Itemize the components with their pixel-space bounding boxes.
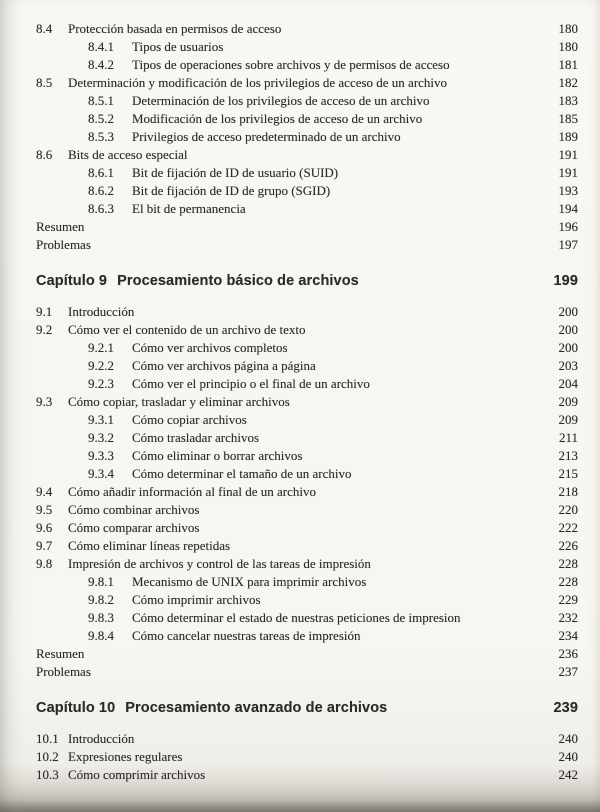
- entry-title: Bits de acceso especial: [68, 147, 188, 162]
- entry-page-number: 191: [558, 147, 578, 162]
- toc-entry-row: [36, 182, 578, 200]
- entry-number: 9.7: [36, 538, 53, 553]
- toc-entry-row: [36, 730, 578, 748]
- entry-number: 8.5.2: [88, 111, 114, 126]
- toc-entry-row: [36, 200, 578, 218]
- chapter-title: Procesamiento avanzado de archivos: [125, 700, 388, 716]
- entry-page-number: 236: [558, 646, 578, 661]
- toc-entry-row: [36, 501, 578, 519]
- entry-title: Introducción: [68, 731, 135, 746]
- entry-page-number: 242: [558, 767, 578, 782]
- entry-title: Tipos de usuarios: [132, 39, 224, 54]
- entry-title: Impresión de archivos y control de las tareas de impresión: [68, 556, 371, 571]
- entry-title: Problemas: [36, 237, 91, 252]
- entry-page-number: 232: [558, 610, 578, 625]
- entry-number: 8.6.1: [88, 165, 114, 180]
- toc-entry-row: [36, 555, 578, 573]
- entry-title: Cómo comparar archivos: [68, 520, 200, 535]
- chapter-heading-row: [36, 272, 578, 290]
- entry-page-number: 211: [558, 430, 578, 445]
- entry-title: Cómo cancelar nuestras tareas de impresión: [132, 628, 361, 643]
- entry-title: Cómo copiar, trasladar y eliminar archivos: [68, 394, 290, 409]
- entry-page-number: 203: [558, 358, 578, 373]
- entry-title: Cómo eliminar o borrar archivos: [132, 448, 303, 463]
- chapter-page-number: 199: [553, 273, 578, 289]
- entry-page-number: 228: [558, 556, 578, 571]
- entry-title: Cómo trasladar archivos: [132, 430, 260, 445]
- entry-number: 9.8.3: [88, 610, 114, 625]
- entry-number: 9.2.2: [88, 358, 114, 373]
- entry-page-number: 226: [558, 538, 578, 553]
- entry-number: 9.1: [36, 304, 53, 319]
- toc-entry-row: [36, 56, 578, 74]
- entry-page-number: 194: [558, 201, 578, 216]
- chapter-page-number: 239: [553, 700, 578, 716]
- entry-title: Bit de fijación de ID de grupo (SGID): [132, 183, 331, 198]
- toc-entry-row: [36, 74, 578, 92]
- entry-number: 8.4.2: [88, 57, 114, 72]
- toc-entry-row: [36, 218, 578, 236]
- toc-entry-row: [36, 609, 578, 627]
- entry-page-number: 240: [558, 749, 578, 764]
- entry-title: Cómo copiar archivos: [132, 412, 247, 427]
- entry-title: Expresiones regulares: [68, 749, 183, 764]
- entry-page-number: 240: [558, 731, 578, 746]
- entry-page-number: 180: [558, 39, 578, 54]
- entry-page-number: 193: [558, 183, 578, 198]
- entry-page-number: 222: [558, 520, 578, 535]
- entry-page-number: 200: [558, 304, 578, 319]
- entry-number: 9.8: [36, 556, 53, 571]
- toc-entry-row: [36, 164, 578, 182]
- entry-number: 10.3: [36, 767, 59, 782]
- table-of-contents: [36, 20, 578, 784]
- entry-title: Resumen: [36, 219, 85, 234]
- entry-number: 8.4: [36, 21, 53, 36]
- entry-number: 9.3: [36, 394, 53, 409]
- toc-entry-row: [36, 627, 578, 645]
- toc-entry-row: [36, 447, 578, 465]
- entry-page-number: 183: [558, 93, 578, 108]
- entry-number: 9.8.1: [88, 574, 114, 589]
- toc-entry-row: [36, 146, 578, 164]
- entry-number: 8.5: [36, 75, 53, 90]
- entry-page-number: 215: [558, 466, 578, 481]
- toc-entry-row: [36, 573, 578, 591]
- entry-title: Protección basada en permisos de acceso: [68, 21, 282, 36]
- entry-number: 10.1: [36, 731, 59, 746]
- entry-number: 9.8.4: [88, 628, 114, 643]
- entry-title: Problemas: [36, 664, 91, 679]
- entry-title: Resumen: [36, 646, 85, 661]
- entry-number: 9.2.3: [88, 376, 114, 391]
- entry-page-number: 234: [558, 628, 578, 643]
- entry-number: 9.5: [36, 502, 53, 517]
- entry-title: Introducción: [68, 304, 135, 319]
- toc-entry-row: [36, 303, 578, 321]
- entry-number: 9.6: [36, 520, 53, 535]
- entry-title: Tipos de operaciones sobre archivos y de permisos de acceso: [132, 57, 450, 72]
- entry-number: 9.3.4: [88, 466, 114, 481]
- toc-entry-row: [36, 429, 578, 447]
- entry-number: 9.2.1: [88, 340, 114, 355]
- chapter-label: Capítulo 10: [36, 700, 116, 716]
- entry-page-number: 197: [558, 237, 578, 252]
- entry-page-number: 209: [558, 412, 578, 427]
- entry-number: 9.3.2: [88, 430, 114, 445]
- entry-number: 8.6.3: [88, 201, 114, 216]
- entry-number: 10.2: [36, 749, 59, 764]
- entry-page-number: 228: [558, 574, 578, 589]
- entry-page-number: 209: [558, 394, 578, 409]
- entry-title: Bit de fijación de ID de usuario (SUID): [132, 165, 339, 180]
- toc-entry-row: [36, 393, 578, 411]
- entry-page-number: 182: [558, 75, 578, 90]
- entry-page-number: 229: [558, 592, 578, 607]
- toc-entry-row: [36, 20, 578, 38]
- entry-title: Cómo determinar el tamaño de un archivo: [132, 466, 352, 481]
- entry-number: 9.4: [36, 484, 53, 499]
- toc-entry-row: [36, 483, 578, 501]
- entry-title: Cómo comprimir archivos: [68, 767, 206, 782]
- entry-page-number: 213: [558, 448, 578, 463]
- toc-entry-row: [36, 375, 578, 393]
- toc-entry-row: [36, 411, 578, 429]
- toc-entry-row: [36, 92, 578, 110]
- entry-title: Cómo ver archivos página a página: [132, 358, 316, 373]
- toc-entry-row: [36, 128, 578, 146]
- entry-number: 9.2: [36, 322, 53, 337]
- entry-title: Cómo ver archivos completos: [132, 340, 288, 355]
- toc-entry-row: [36, 537, 578, 555]
- entry-number: 8.6.2: [88, 183, 114, 198]
- toc-entry-row: [36, 645, 578, 663]
- entry-title: Cómo imprimir archivos: [132, 592, 261, 607]
- entry-page-number: 189: [558, 129, 578, 144]
- entry-page-number: 185: [558, 111, 578, 126]
- entry-page-number: 191: [558, 165, 578, 180]
- toc-entry-row: [36, 357, 578, 375]
- entry-title: Determinación de los privilegios de acceso de un archivo: [132, 93, 430, 108]
- toc-entry-row: [36, 38, 578, 56]
- entry-page-number: 204: [558, 376, 578, 391]
- toc-entry-row: [36, 663, 578, 681]
- entry-number: 8.6: [36, 147, 53, 162]
- entry-title: Determinación y modificación de los privilegios de acceso de un archivo: [68, 75, 448, 90]
- entry-number: 9.8.2: [88, 592, 114, 607]
- toc-entry-row: [36, 321, 578, 339]
- toc-entry-row: [36, 236, 578, 254]
- chapter-label: Capítulo 9: [36, 273, 108, 289]
- entry-page-number: 200: [558, 340, 578, 355]
- entry-page-number: 181: [558, 57, 578, 72]
- entry-title: Cómo eliminar líneas repetidas: [68, 538, 231, 553]
- entry-title: Cómo ver el contenido de un archivo de texto: [68, 322, 306, 337]
- entry-title: Privilegios de acceso predeterminado de un archivo: [132, 129, 401, 144]
- toc-entry-row: [36, 519, 578, 537]
- entry-page-number: 180: [558, 21, 578, 36]
- toc-entry-row: [36, 110, 578, 128]
- toc-entry-row: [36, 465, 578, 483]
- entry-title: Cómo añadir información al final de un archivo: [68, 484, 317, 499]
- entry-number: 8.5.1: [88, 93, 114, 108]
- chapter-title: Procesamiento básico de archivos: [117, 273, 359, 289]
- entry-page-number: 220: [558, 502, 578, 517]
- entry-title: El bit de permanencia: [132, 201, 246, 216]
- entry-number: 8.5.3: [88, 129, 114, 144]
- entry-page-number: 196: [558, 219, 578, 234]
- entry-number: 9.3.1: [88, 412, 114, 427]
- entry-number: 8.4.1: [88, 39, 114, 54]
- entry-title: Cómo determinar el estado de nuestras peticiones de impresion: [132, 610, 461, 625]
- toc-entry-row: [36, 748, 578, 766]
- toc-entry-row: [36, 766, 578, 784]
- entry-title: Cómo ver el principio o el final de un archivo: [132, 376, 370, 391]
- entry-number: 9.3.3: [88, 448, 114, 463]
- toc-entry-row: [36, 339, 578, 357]
- entry-title: Cómo combinar archivos: [68, 502, 200, 517]
- entry-page-number: 237: [558, 664, 578, 679]
- entry-title: Mecanismo de UNIX para imprimir archivos: [132, 574, 367, 589]
- chapter-heading-row: [36, 699, 578, 717]
- toc-entry-row: [36, 591, 578, 609]
- entry-page-number: 200: [558, 322, 578, 337]
- entry-title: Modificación de los privilegios de acceso de un archivo: [132, 111, 423, 126]
- entry-page-number: 218: [558, 484, 578, 499]
